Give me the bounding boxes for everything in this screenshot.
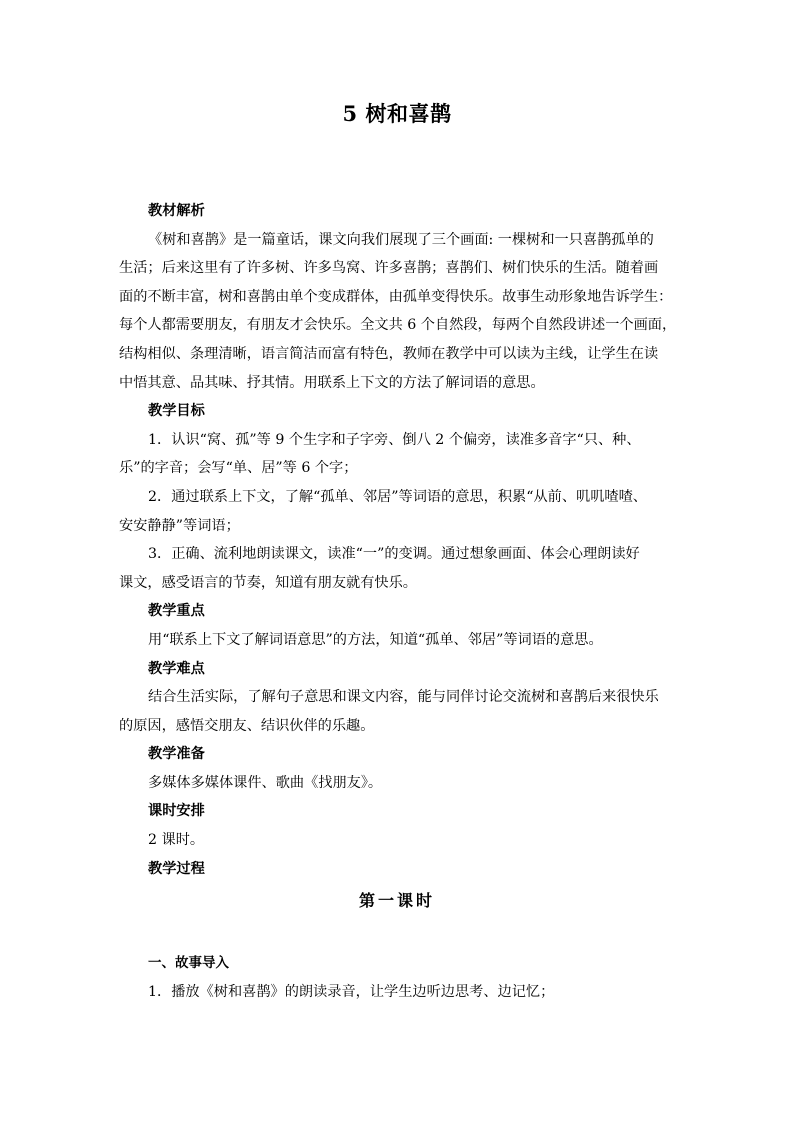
analysis-line-2: 生活；后来这里有了许多树、许多鸟窝、许多喜鹊；喜鹊们、树们快乐的生活。随着画: [119, 260, 659, 277]
analysis-line-3: 面的不断丰富，树和喜鹊由单个变成群体，由孤单变得快乐。故事生动形象地告诉学生：: [119, 288, 673, 305]
goals-line-4: 安安静静”等词语；: [119, 517, 240, 534]
goals-line-3: 2．通过联系上下文，了解“孤单、邻居”等词语的意思，积累“从前、叽叽喳喳、: [148, 488, 647, 505]
key-points-line-1: 用“联系上下文了解词语意思”的方法，知道“孤单、邻居”等词语的意思。: [148, 631, 603, 648]
preparation-line-1: 多媒体多媒体课件、歌曲《找朋友》。: [148, 774, 383, 791]
schedule-line-1: 2 课时。: [148, 832, 205, 849]
lesson-title: 第一课时: [358, 891, 435, 910]
lesson-body: [119, 949, 679, 1006]
section-heading-key-points: 教学重点: [148, 603, 205, 620]
analysis-line-5: 结构相似、条理清晰，语言简洁而富有特色，教师在教学中可以读为主线，让学生在读: [119, 345, 659, 362]
lesson-line-1: 1．播放《树和喜鹊》的朗读录音，让学生边听边思考、边记忆；: [148, 983, 555, 1000]
lesson-sub-heading: 一、故事导入: [148, 955, 229, 971]
section-heading-difficulties: 教学难点: [148, 660, 205, 677]
goals-line-1: 1．认识“窝、孤”等 9 个生字和子字旁、倒八 2 个偏旁，读准多音字“只、种、: [148, 431, 641, 448]
goals-line-2: 乐”的字音；会写“单、居”等 6 个字；: [119, 460, 358, 477]
section-heading-preparation: 教学准备: [148, 746, 205, 763]
analysis-line-4: 每个人都需要朋友，有朋友才会快乐。全文共 6 个自然段，每两个自然段讲述一个画面，: [119, 317, 677, 334]
section-heading-goals: 教学目标: [148, 403, 205, 420]
document-title: 5 树和喜鹊: [342, 101, 452, 126]
analysis-line-6: 中悟其意、品其味、抒其情。用联系上下文的方法了解词语的意思。: [119, 374, 545, 391]
section-heading-analysis: 教材解析: [148, 203, 205, 219]
section-heading-schedule: 课时安排: [148, 803, 205, 820]
document-body: [119, 197, 679, 883]
goals-line-5: 3．正确、流利地朗读课文，读准“一”的变调。通过想象画面、体会心理朗读好: [148, 546, 640, 563]
difficulties-line-1: 结合生活实际，了解句子意思和课文内容，能与同伴讨论交流树和喜鹊后来很快乐: [148, 689, 659, 706]
difficulties-line-2: 的原因，感悟交朋友、结识伙伴的乐趣。: [119, 717, 375, 734]
section-heading-process: 教学过程: [148, 860, 205, 877]
analysis-line-1: 《树和喜鹊》是一篇童话，课文向我们展现了三个画面: 一棵树和一只喜鹊孤单的: [148, 231, 654, 248]
goals-line-6: 课文，感受语言的节奏，知道有朋友就有快乐。: [119, 574, 417, 591]
